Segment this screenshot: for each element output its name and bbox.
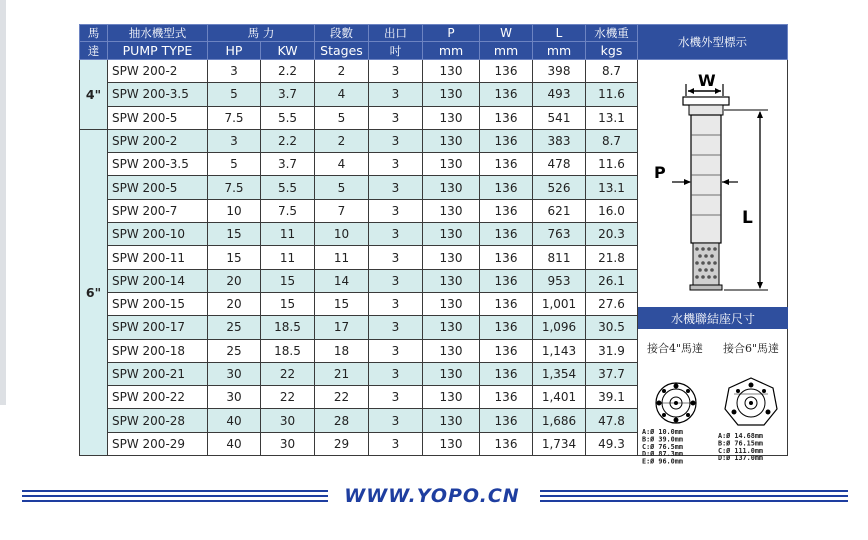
- stages-cell: 7: [315, 199, 369, 222]
- weight-cell: 30.5: [586, 316, 638, 339]
- stages-cell: 5: [315, 106, 369, 129]
- model-cell: SPW 200-10: [108, 223, 208, 246]
- w-cell: 136: [480, 362, 533, 385]
- l-cell: 478: [533, 153, 586, 176]
- stages-cell: 21: [315, 362, 369, 385]
- weight-cell: 26.1: [586, 269, 638, 292]
- header-row-top: [80, 25, 788, 42]
- stages-cell: 28: [315, 409, 369, 432]
- left-edge-strip: [0, 0, 6, 405]
- outlet-cell: 3: [369, 246, 423, 269]
- l-cell: 398: [533, 60, 586, 83]
- w-cell: 136: [480, 199, 533, 222]
- model-cell: SPW 200-17: [108, 316, 208, 339]
- weight-cell: 49.3: [586, 432, 638, 455]
- p-cell: 130: [423, 432, 480, 455]
- label-w: W: [698, 71, 716, 90]
- hp-cell: 5: [208, 153, 261, 176]
- l-cell: 1,686: [533, 409, 586, 432]
- outlet-cell: 3: [369, 223, 423, 246]
- model-cell: SPW 200-2: [108, 60, 208, 83]
- l-cell: 811: [533, 246, 586, 269]
- hp-cell: 40: [208, 409, 261, 432]
- kw-cell: 2.2: [261, 60, 315, 83]
- model-cell: SPW 200-14: [108, 269, 208, 292]
- model-cell: SPW 200-22: [108, 386, 208, 409]
- kw-cell: 30: [261, 432, 315, 455]
- weight-cell: 8.7: [586, 60, 638, 83]
- hp-cell: 3: [208, 129, 261, 152]
- hp-cell: 25: [208, 339, 261, 362]
- model-cell: SPW 200-3.5: [108, 153, 208, 176]
- col-model-bottom: PUMP TYPE: [108, 42, 208, 60]
- hp-cell: 40: [208, 432, 261, 455]
- stages-cell: 4: [315, 83, 369, 106]
- col-power-top: 馬 力: [208, 25, 315, 42]
- stages-cell: 2: [315, 60, 369, 83]
- coupling-6-dim: C:Ø 111.0mm: [718, 446, 764, 455]
- weight-cell: 31.9: [586, 339, 638, 362]
- col-model-top: 抽水機型式: [108, 25, 208, 42]
- hp-cell: 5: [208, 83, 261, 106]
- col-stages-top: 段數: [315, 25, 369, 42]
- weight-cell: 27.6: [586, 292, 638, 315]
- stages-cell: 4: [315, 153, 369, 176]
- hp-cell: 10: [208, 199, 261, 222]
- hp-cell: 30: [208, 362, 261, 385]
- col-size-bottom: 達: [80, 42, 108, 60]
- model-cell: SPW 200-18: [108, 339, 208, 362]
- weight-cell: 11.6: [586, 83, 638, 106]
- w-cell: 136: [480, 153, 533, 176]
- col-weight-bottom: kgs: [586, 42, 638, 60]
- kw-cell: 11: [261, 223, 315, 246]
- p-cell: 130: [423, 129, 480, 152]
- footer-line-left-2: [22, 495, 328, 497]
- footer-line-right-3: [540, 500, 848, 502]
- weight-cell: 13.1: [586, 176, 638, 199]
- l-cell: 1,734: [533, 432, 586, 455]
- w-cell: 136: [480, 292, 533, 315]
- weight-cell: 20.3: [586, 223, 638, 246]
- outlet-cell: 3: [369, 129, 423, 152]
- p-cell: 130: [423, 223, 480, 246]
- p-cell: 130: [423, 199, 480, 222]
- outlet-cell: 3: [369, 176, 423, 199]
- w-cell: 136: [480, 269, 533, 292]
- footer-line-left-3: [22, 500, 328, 502]
- model-cell: SPW 200-29: [108, 432, 208, 455]
- w-cell: 136: [480, 386, 533, 409]
- col-outlet-bottom: 吋: [369, 42, 423, 60]
- stages-cell: 22: [315, 386, 369, 409]
- kw-cell: 3.7: [261, 83, 315, 106]
- stages-cell: 17: [315, 316, 369, 339]
- hp-cell: 3: [208, 60, 261, 83]
- hp-cell: 20: [208, 269, 261, 292]
- col-size-top: 馬: [80, 25, 108, 42]
- kw-cell: 15: [261, 269, 315, 292]
- model-cell: SPW 200-3.5: [108, 83, 208, 106]
- kw-cell: 22: [261, 386, 315, 409]
- p-cell: 130: [423, 246, 480, 269]
- w-cell: 136: [480, 432, 533, 455]
- w-cell: 136: [480, 60, 533, 83]
- weight-cell: 37.7: [586, 362, 638, 385]
- footer-url: WWW.YOPO.CN: [344, 485, 520, 507]
- kw-cell: 5.5: [261, 176, 315, 199]
- footer-line-right-1: [540, 490, 848, 492]
- p-cell: 130: [423, 316, 480, 339]
- table-row: [80, 60, 788, 83]
- fit-6-label: 接合6"馬達: [722, 342, 780, 355]
- p-cell: 130: [423, 106, 480, 129]
- hp-cell: 15: [208, 246, 261, 269]
- outlet-cell: 3: [369, 269, 423, 292]
- p-cell: 130: [423, 339, 480, 362]
- pump-spec-table: [79, 24, 788, 466]
- stages-cell: 10: [315, 223, 369, 246]
- coupling-4-icon: [656, 383, 696, 423]
- w-cell: 136: [480, 106, 533, 129]
- coupling-6-dim: B:Ø 76.15mm: [718, 439, 764, 448]
- weight-cell: 21.8: [586, 246, 638, 269]
- footer: [0, 482, 868, 512]
- l-cell: 621: [533, 199, 586, 222]
- l-cell: 1,096: [533, 316, 586, 339]
- col-l-bottom: mm: [533, 42, 586, 60]
- l-cell: 1,401: [533, 386, 586, 409]
- hp-cell: 15: [208, 223, 261, 246]
- outlet-cell: 3: [369, 362, 423, 385]
- label-l: L: [742, 208, 753, 228]
- col-hp: HP: [208, 42, 261, 60]
- p-cell: 130: [423, 409, 480, 432]
- footer-line-left-1: [22, 490, 328, 492]
- kw-cell: 2.2: [261, 129, 315, 152]
- model-cell: SPW 200-15: [108, 292, 208, 315]
- motor-size-cell: 4": [80, 60, 108, 130]
- model-cell: SPW 200-28: [108, 409, 208, 432]
- model-cell: SPW 200-7: [108, 199, 208, 222]
- weight-cell: 39.1: [586, 386, 638, 409]
- col-p-top: P: [423, 25, 480, 42]
- w-cell: 136: [480, 409, 533, 432]
- outlet-cell: 3: [369, 153, 423, 176]
- model-cell: SPW 200-2: [108, 129, 208, 152]
- pump-drawing: [654, 71, 768, 290]
- label-p: P: [654, 163, 666, 182]
- col-kw: KW: [261, 42, 315, 60]
- w-cell: 136: [480, 83, 533, 106]
- kw-cell: 7.5: [261, 199, 315, 222]
- model-cell: SPW 200-5: [108, 106, 208, 129]
- kw-cell: 18.5: [261, 316, 315, 339]
- outlet-cell: 3: [369, 386, 423, 409]
- kw-cell: 3.7: [261, 153, 315, 176]
- p-cell: 130: [423, 83, 480, 106]
- col-p-bottom: mm: [423, 42, 480, 60]
- outlet-cell: 3: [369, 339, 423, 362]
- w-cell: 136: [480, 316, 533, 339]
- l-cell: 1,354: [533, 362, 586, 385]
- l-cell: 493: [533, 83, 586, 106]
- coupling-4-dim: B:Ø 39.0mm: [642, 435, 683, 444]
- p-cell: 130: [423, 386, 480, 409]
- p-cell: 130: [423, 60, 480, 83]
- col-w-top: W: [480, 25, 533, 42]
- coupling-6-dim: A:Ø 14.68mm: [718, 432, 764, 440]
- col-weight-top: 水機重: [586, 25, 638, 42]
- weight-cell: 47.8: [586, 409, 638, 432]
- l-cell: 1,143: [533, 339, 586, 362]
- stages-cell: 14: [315, 269, 369, 292]
- w-cell: 136: [480, 176, 533, 199]
- p-cell: 130: [423, 292, 480, 315]
- hp-cell: 25: [208, 316, 261, 339]
- col-w-bottom: mm: [480, 42, 533, 60]
- p-cell: 130: [423, 269, 480, 292]
- col-l-top: L: [533, 25, 586, 42]
- hp-cell: 7.5: [208, 176, 261, 199]
- coupling-6-icon: [725, 378, 777, 425]
- outlet-cell: 3: [369, 292, 423, 315]
- l-cell: 953: [533, 269, 586, 292]
- diagram-cell: [638, 60, 788, 466]
- outlet-cell: 3: [369, 106, 423, 129]
- model-cell: SPW 200-21: [108, 362, 208, 385]
- hp-cell: 7.5: [208, 106, 261, 129]
- col-outlet-top: 出口: [369, 25, 423, 42]
- stages-cell: 15: [315, 292, 369, 315]
- outlet-cell: 3: [369, 83, 423, 106]
- model-cell: SPW 200-11: [108, 246, 208, 269]
- coupling-4-dim: A:Ø 10.0mm: [642, 428, 683, 436]
- col-stages-bottom: Stages: [315, 42, 369, 60]
- kw-cell: 5.5: [261, 106, 315, 129]
- p-cell: 130: [423, 153, 480, 176]
- coupling-4-dim: D:Ø 87.3mm: [642, 450, 683, 459]
- weight-cell: 8.7: [586, 129, 638, 152]
- coupling-title: 水機聯結座尺寸: [670, 312, 756, 326]
- kw-cell: 22: [261, 362, 315, 385]
- hp-cell: 20: [208, 292, 261, 315]
- p-cell: 130: [423, 362, 480, 385]
- fit-4-label: 接合4"馬達: [646, 342, 704, 355]
- stages-cell: 29: [315, 432, 369, 455]
- p-cell: 130: [423, 176, 480, 199]
- w-cell: 136: [480, 339, 533, 362]
- l-cell: 763: [533, 223, 586, 246]
- coupling-6-dim: D:Ø 137.0mm: [718, 454, 764, 463]
- stages-cell: 11: [315, 246, 369, 269]
- w-cell: 136: [480, 246, 533, 269]
- motor-size-cell: 6": [80, 129, 108, 455]
- w-cell: 136: [480, 223, 533, 246]
- pump-outline-diagram: [638, 60, 788, 466]
- outlet-cell: 3: [369, 409, 423, 432]
- w-cell: 136: [480, 129, 533, 152]
- l-cell: 383: [533, 129, 586, 152]
- kw-cell: 11: [261, 246, 315, 269]
- kw-cell: 15: [261, 292, 315, 315]
- stages-cell: 18: [315, 339, 369, 362]
- footer-line-right-2: [540, 495, 848, 497]
- model-cell: SPW 200-5: [108, 176, 208, 199]
- outlet-cell: 3: [369, 60, 423, 83]
- l-cell: 526: [533, 176, 586, 199]
- diagram-panel: [638, 60, 786, 466]
- weight-cell: 11.6: [586, 153, 638, 176]
- stages-cell: 2: [315, 129, 369, 152]
- l-cell: 541: [533, 106, 586, 129]
- l-cell: 1,001: [533, 292, 586, 315]
- coupling-4-dim: C:Ø 76.5mm: [642, 442, 683, 451]
- outlet-cell: 3: [369, 432, 423, 455]
- diagram-title: 水機外型標示: [638, 25, 788, 60]
- stages-cell: 5: [315, 176, 369, 199]
- coupling-4-dim: E:Ø 96.0mm: [642, 457, 683, 466]
- outlet-cell: 3: [369, 316, 423, 339]
- weight-cell: 13.1: [586, 106, 638, 129]
- weight-cell: 16.0: [586, 199, 638, 222]
- outlet-cell: 3: [369, 199, 423, 222]
- kw-cell: 18.5: [261, 339, 315, 362]
- hp-cell: 30: [208, 386, 261, 409]
- kw-cell: 30: [261, 409, 315, 432]
